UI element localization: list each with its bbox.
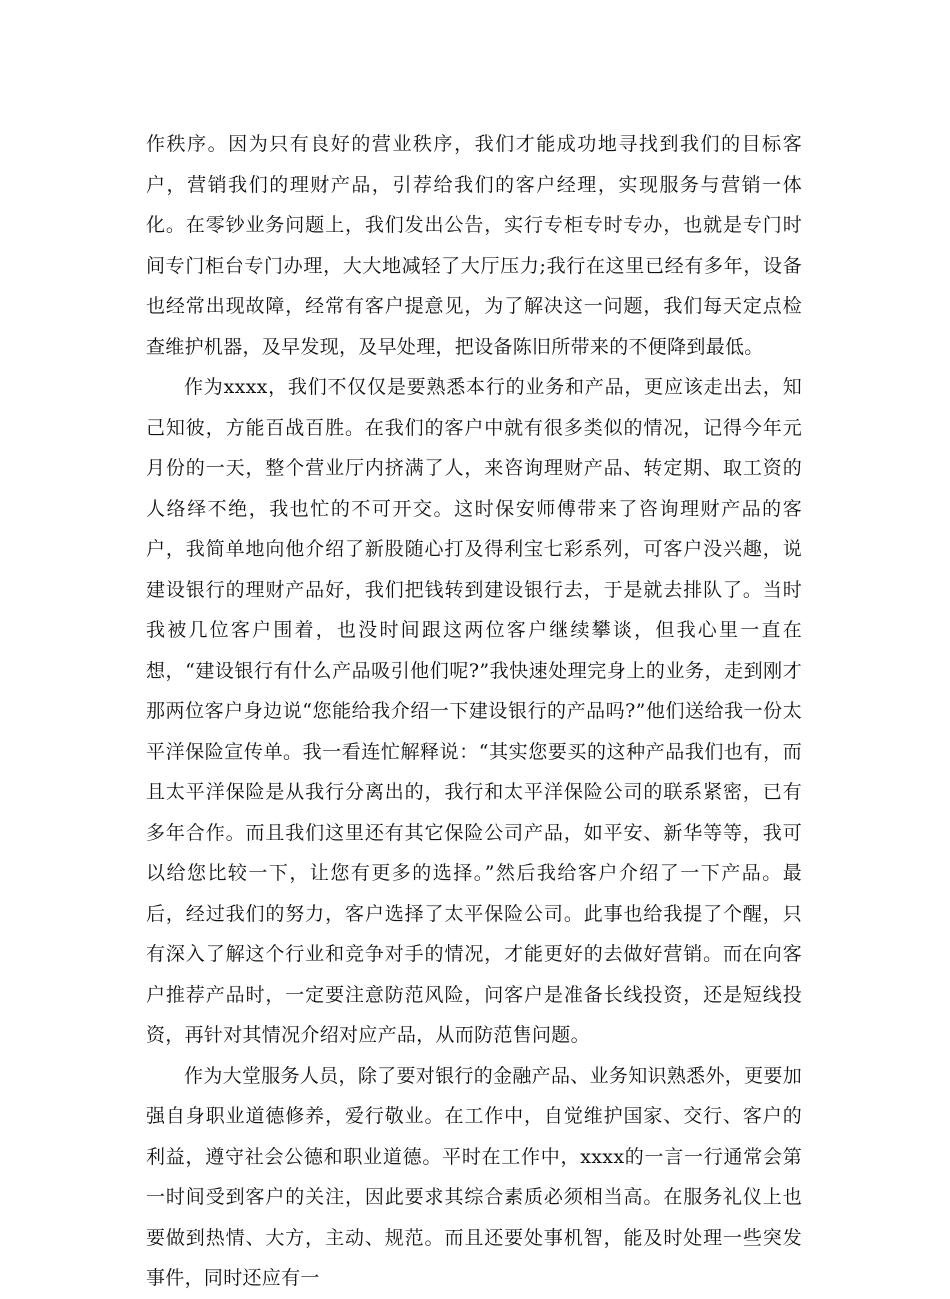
body-paragraph-3: 作为大堂服务人员，除了要对银行的金融产品、业务知识熟悉外，更要加强自身职业道德修养，爱行敬业。在工作中，自觉维护国家、交行、客户的利益，遵守社会公德和职业道德。平时在工作中，xxxx的一言一行通常会第一时间受到客户的关注，因此要求其综合素质必须相当高。在服务礼仪上也要做到热情、大方，主动、规范。而且还要处事机智，能及时处理一些突发事件，同时还应有一 xyxy=(146,1064,802,1289)
body-paragraph-2: 作为xxxx，我们不仅仅是要熟悉本行的业务和产品，更应该走出去，知己知彼，方能百战百胜。在我们的客户中就有很多类似的情况，记得今年元月份的一天，整个营业厅内挤满了人，来咨询理财产品、转定期、取工资的人络绎不绝，我也忙的不可开交。这时保安师傅带来了咨询理财产品的客户，我简单地向他介绍了新股随心打及得利宝七彩系列，可客户没兴趣，说建设银行的理财产品好，我们把钱转到建设银行去，于是就去排队了。当时我被几位客户围着，也没时间跟这两位客户继续攀谈，但我心里一直在想，“建设银行有什么产品吸引他们呢?”我快速处理完身上的业务，走到刚才那两位客户身边说“您能给我介绍一下建设银行的产品吗?”他们送给我一份太平洋保险宣传单。我一看连忙解释说：“其实您要买的这种产品我们也有，而且太平洋保险是从我行分离出的，我行和太平洋保险公司的联系紧密，已有多年合作。而且我们这里还有其它保险公司产品，如平安、新华等等，我可以给您比较一下，让您有更多的选择。”然后我给客户介绍了一下产品。最后，经过我们的努力，客户选择了太平保险公司。此事也给我提了个醒，只有深入了解这个行业和竞争对手的情况，才能更好的去做好营销。而在向客户推荐产品时，一定要注意防范风险，问客户是准备长线投资，还是短线投资，再针对其情况介绍对应产品，从而防范售问题。 xyxy=(146,376,802,1046)
body-paragraph-1: 作秩序。因为只有良好的营业秩序，我们才能成功地寻找到我们的目标客户，营销我们的理财产品，引荐给我们的客户经理，实现服务与营销一体化。在零钞业务问题上，我们发出公告，实行专柜专时专办，也就是专门时间专门柜台专门办理，大大地减轻了大厅压力;我行在这里已经有多年，设备也经常出现故障，经常有客户提意见，为了解决这一问题，我们每天定点检查维护机器，及早发现，及早处理，把设备陈旧所带来的不便降到最低。 xyxy=(146,133,802,358)
document-page xyxy=(146,124,802,1299)
